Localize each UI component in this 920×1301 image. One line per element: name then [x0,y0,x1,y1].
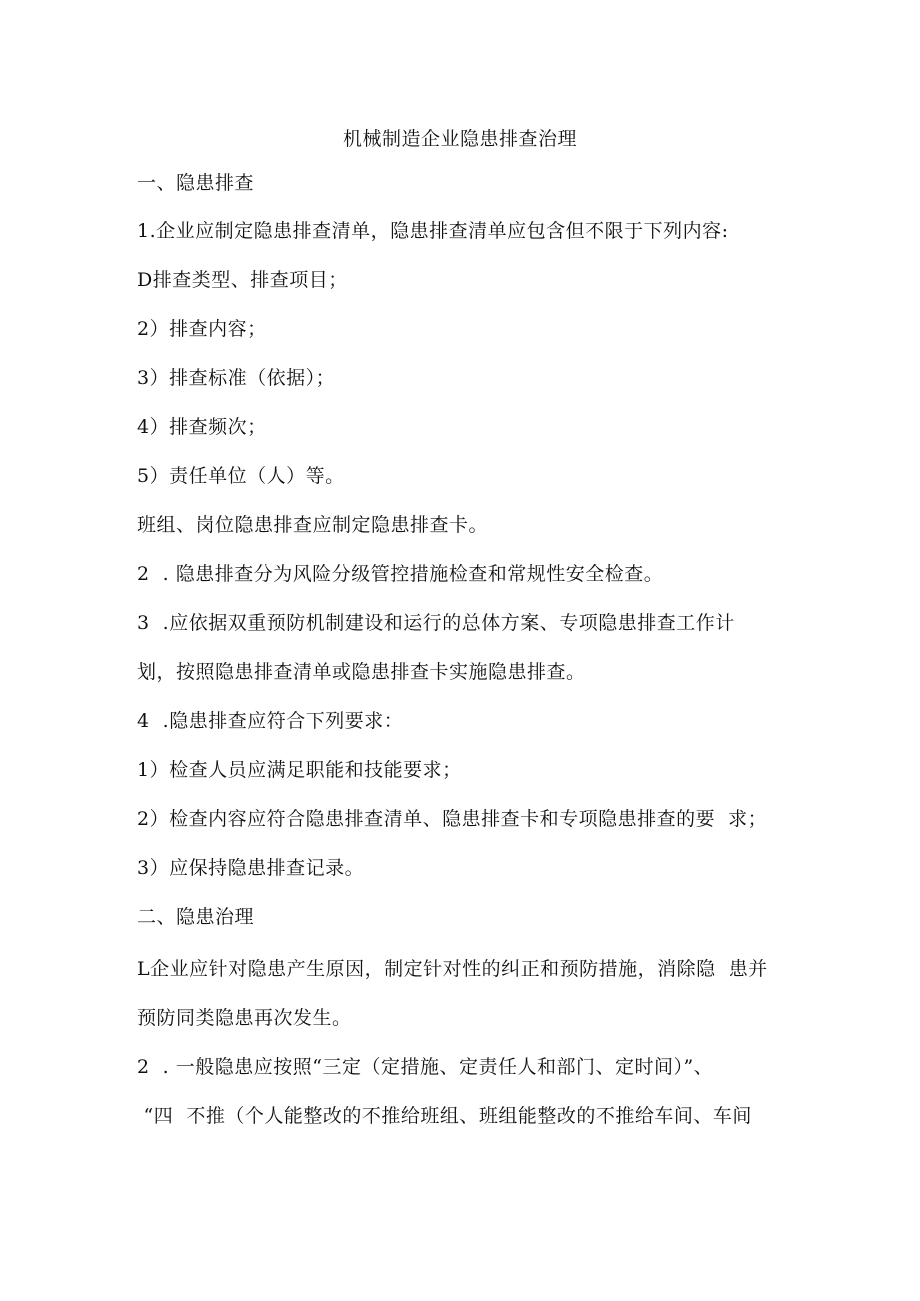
list-item: 3）应保持隐患排查记录。 [137,857,365,879]
section-heading-hazard-inspection: 一、隐患排查 [137,172,255,194]
document-title: 机械制造企业隐患排查治理 [342,128,577,150]
paragraph-line: 划，按照隐患排查清单或隐患排查卡实施隐患排查。 [137,661,586,683]
list-item: D排查类型、排查项目； [137,269,348,291]
paragraph-line: 预防同类隐患再次发生。 [137,1007,352,1029]
paragraph-line: 1.企业应制定隐患排查清单，隐患排查清单应包含但不限于下列内容: [137,220,729,242]
list-item: 1）检查人员应满足职能和技能要求； [137,759,462,781]
paragraph-line: “四 不推（个人能整改的不推给班组、班组能整改的不推给车间、车间 [137,1105,752,1127]
paragraph-line: 班组、岗位隐患排查应制定隐患排查卡。 [137,514,489,536]
paragraph-line: 3 .应依据双重预防机制建设和运行的总体方案、专项隐患排查工作计 [137,612,735,634]
list-item: 3）排查标准（依据）； [137,367,336,389]
paragraph-line: L企业应针对隐患产生原因，制定针对性的纠正和预防措施，消除隐 患并 [137,958,768,980]
list-item: 4）排查频次； [137,416,267,438]
list-item: 2）检查内容应符合隐患排查清单、隐患排查卡和专项隐患排查的要 求； [137,808,768,830]
paragraph-line: 4 .隐患排查应符合下列要求： [137,710,404,732]
paragraph-line: 2 . 一般隐患应按照“三定（定措施、定责任人和部门、定时间）”、 [137,1056,714,1078]
list-item: 5）责任单位（人）等。 [137,465,345,487]
paragraph-line: 2 . 隐患排查分为风险分级管控措施检查和常规性安全检查。 [137,563,664,585]
section-heading-hazard-governance: 二、隐患治理 [137,906,255,928]
list-item: 2）排查内容； [137,318,267,340]
